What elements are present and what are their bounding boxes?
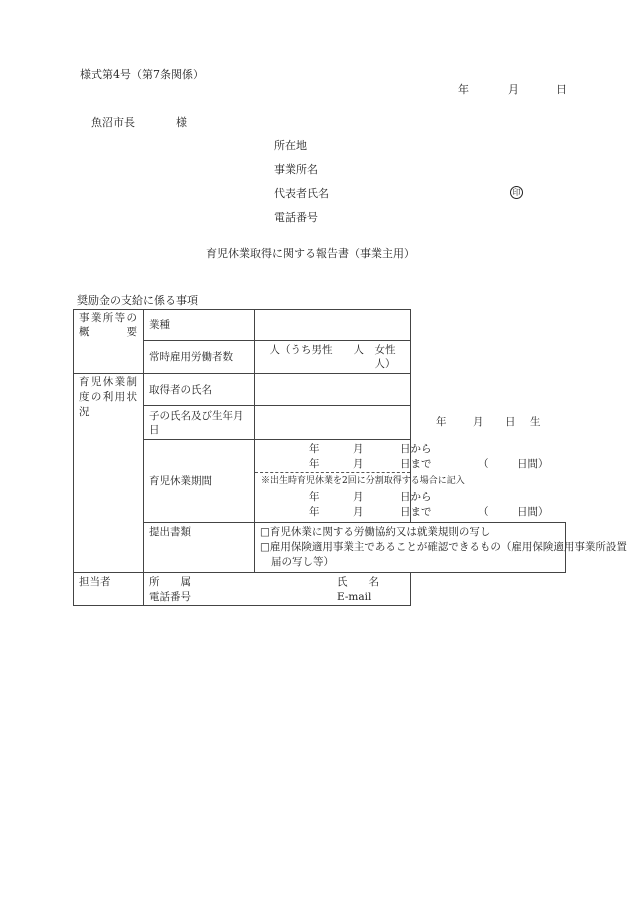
period1-start-month: 月: [353, 443, 364, 455]
overview-header: 事業所等の概要: [74, 310, 144, 374]
child-day: 日: [505, 416, 516, 428]
form-number: 様式第4号（第7条関係）: [80, 68, 204, 81]
leave-period-label: 育児休業期間: [144, 440, 255, 523]
contact-info[interactable]: [144, 573, 411, 606]
child-born: 生: [530, 416, 541, 428]
taker-name-input[interactable]: [255, 374, 411, 406]
addressee-honorific: 様: [176, 116, 187, 129]
addressee-name: 魚沼市長: [91, 116, 135, 129]
contact-header: 担当者: [74, 573, 144, 606]
child-month: 月: [473, 416, 484, 428]
seal-mark: 印: [510, 186, 523, 199]
employees-value: 人（うち男性 人 女性 人）: [269, 344, 417, 370]
industry-label: 業種: [144, 310, 255, 341]
period2-from: 日から: [400, 491, 432, 503]
period1-until: 日まで: [400, 458, 432, 470]
period1-end-year: 年: [309, 458, 320, 470]
employees-input[interactable]: [255, 341, 417, 374]
section-title: 奨励金の支給に係る事項: [77, 294, 198, 307]
period2-start-year: 年: [309, 491, 320, 503]
representative-label: 代表者氏名: [274, 187, 329, 200]
employees-label: 常時雇用労働者数: [144, 341, 255, 374]
period2-end-year: 年: [309, 506, 320, 518]
period2-days: 日間）: [517, 506, 549, 518]
period1-end-month: 月: [353, 458, 364, 470]
period2-end-month: 月: [353, 506, 364, 518]
contact-phone-label: 電話番号: [149, 591, 191, 603]
period2-start-month: 月: [353, 491, 364, 503]
document-item[interactable]: □育児休業に関する労働協約又は就業規則の写し: [260, 526, 491, 538]
documents-list: [255, 523, 627, 573]
name-label: 氏 名: [337, 576, 379, 588]
document-title: 育児休業取得に関する報告書（事業主用）: [206, 247, 415, 260]
business-name-label: 事業所名: [274, 163, 318, 176]
date-month: 月: [508, 83, 519, 96]
industry-input[interactable]: [255, 310, 411, 341]
period2-until: 日まで: [400, 506, 432, 518]
leave-period-input[interactable]: [255, 440, 549, 523]
child-label: 子の氏名及び生年月日: [144, 406, 255, 440]
document-item-continued: 届の写し等）: [271, 556, 334, 568]
period1-from: 日から: [400, 443, 432, 455]
period1-start-year: 年: [309, 443, 320, 455]
usage-header: 育児休業制度の利用状況: [74, 374, 144, 573]
email-label: E-mail: [337, 591, 372, 603]
child-birth-input[interactable]: [255, 406, 541, 440]
report-table: [73, 309, 627, 606]
address-label: 所在地: [274, 139, 307, 152]
document-item[interactable]: □雇用保険適用事業主であることが確認できるもの（雇用保険適用事業所設置: [260, 541, 627, 553]
phone-label: 電話番号: [274, 211, 318, 224]
department-label: 所 属: [149, 576, 191, 588]
split-note: ※出生時育児休業を2回に分割取得する場合に記入: [261, 476, 465, 486]
period1-open-paren: （: [478, 458, 489, 470]
period1-days: 日間）: [517, 458, 549, 470]
date-year: 年: [458, 83, 469, 96]
taker-name-label: 取得者の氏名: [144, 374, 255, 406]
period2-open-paren: （: [478, 506, 489, 518]
documents-header: 提出書類: [144, 523, 255, 573]
split-divider: [255, 472, 410, 473]
child-year: 年: [436, 416, 447, 428]
date-day: 日: [556, 83, 567, 96]
